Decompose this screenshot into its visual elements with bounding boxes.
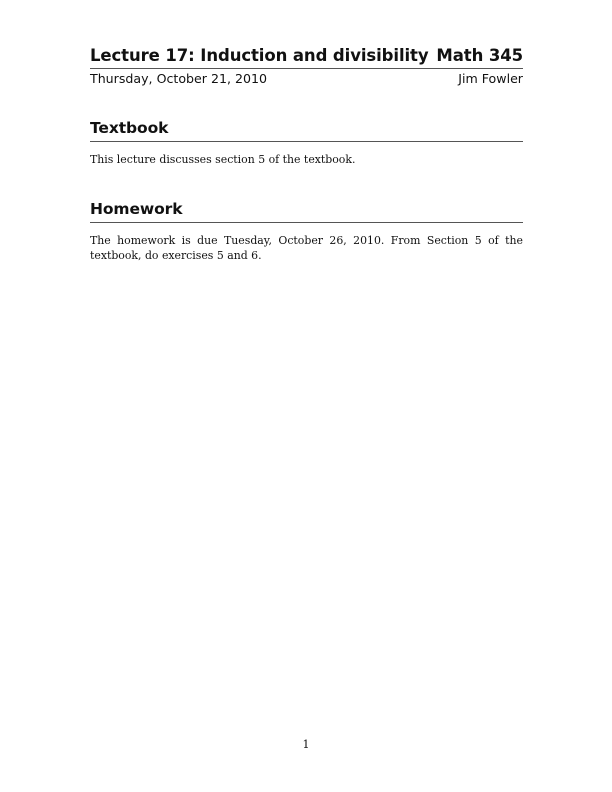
section-body: The homework is due Tuesday, October 26, 2010. From Section 5 of the textbook, do exercises 5 and 6. xyxy=(90,234,523,262)
section-divider xyxy=(90,222,523,223)
page-number: 1 xyxy=(302,738,310,751)
section-body: This lecture discusses section 5 of the textbook. xyxy=(90,153,356,166)
course-name: Math 345 xyxy=(436,46,523,65)
author-name: Jim Fowler xyxy=(458,71,523,86)
document-page xyxy=(90,44,523,263)
section-divider xyxy=(90,141,523,142)
section-heading: Homework xyxy=(90,200,183,218)
header-divider xyxy=(90,68,523,69)
header-subtitle-row xyxy=(90,70,523,88)
section-homework xyxy=(90,199,523,263)
lecture-date: Thursday, October 21, 2010 xyxy=(90,71,268,86)
lecture-title: Lecture 17: Induction and divisibility xyxy=(90,46,429,65)
section-heading: Textbook xyxy=(90,119,169,137)
header-title-row xyxy=(90,44,523,68)
section-textbook xyxy=(90,118,523,167)
